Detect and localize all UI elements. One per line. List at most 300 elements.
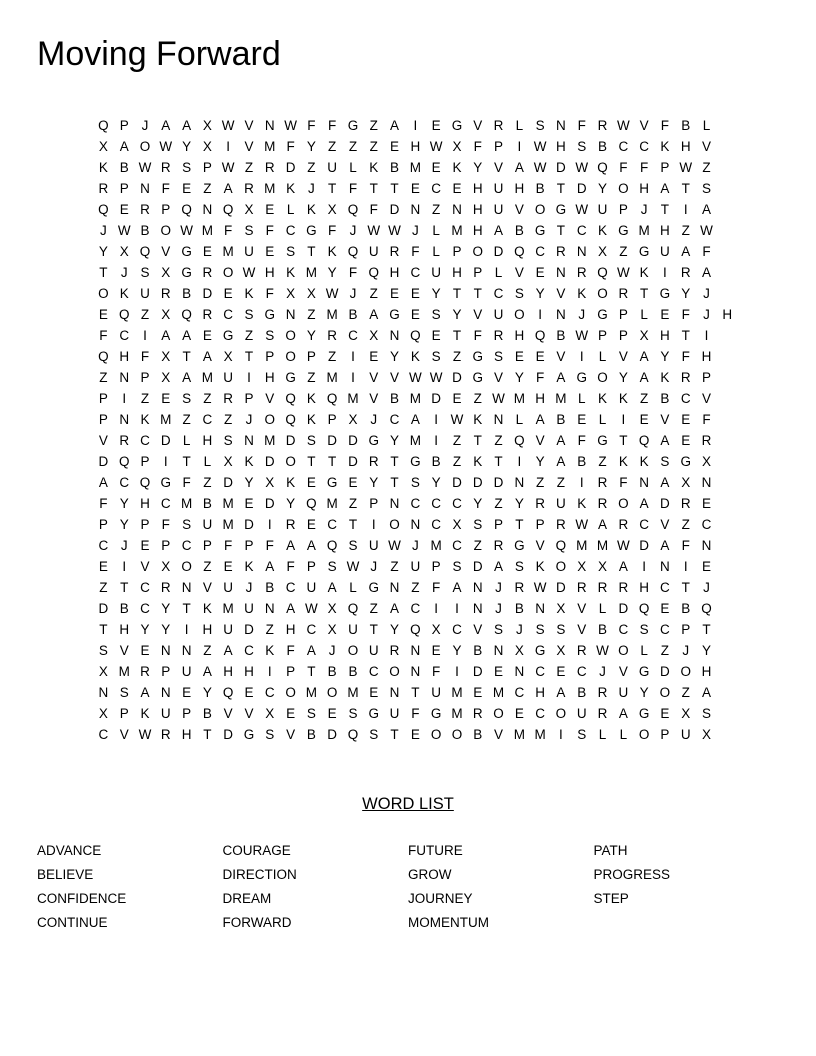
grid-letter: U [181, 664, 192, 679]
grid-letter: J [578, 307, 586, 322]
grid-row [93, 325, 738, 346]
grid-letter: Z [598, 454, 607, 469]
grid-letter: G [410, 454, 421, 469]
word-list-item: PATH [593, 843, 628, 858]
grid-letter: V [556, 286, 566, 301]
grid-letter: S [182, 391, 192, 406]
grid-letter: V [660, 412, 670, 427]
grid-letter: L [432, 223, 440, 238]
word-list-heading: WORD LIST [362, 795, 454, 813]
letter-grid [93, 115, 738, 745]
grid-letter: X [265, 706, 275, 721]
grid-letter: A [98, 475, 108, 490]
grid-letter: U [597, 202, 608, 217]
grid-letter: D [327, 727, 338, 742]
grid-letter: H [639, 181, 649, 196]
grid-letter: H [701, 664, 712, 679]
grid-letter: Y [639, 685, 649, 700]
grid-letter: G [534, 223, 546, 238]
grid-letter: C [452, 622, 462, 637]
grid-letter: B [473, 727, 483, 742]
grid-letter: K [639, 454, 649, 469]
grid-letter: Q [514, 433, 525, 448]
grid-letter: R [576, 580, 587, 595]
grid-letter: P [140, 454, 150, 469]
grid-letter: H [140, 496, 150, 511]
grid-letter: Q [638, 601, 650, 616]
grid-letter: G [638, 706, 650, 721]
grid-letter: R [160, 286, 171, 301]
grid-letter: C [244, 643, 254, 658]
grid-letter: T [99, 265, 108, 280]
grid-letter: R [597, 706, 608, 721]
grid-letter: V [244, 139, 254, 154]
grid-letter: K [306, 202, 316, 217]
grid-row [93, 157, 738, 178]
page-title: Moving Forward [37, 35, 281, 73]
grid-letter: W [284, 118, 297, 133]
grid-letter: E [161, 391, 171, 406]
grid-letter: X [681, 706, 691, 721]
grid-letter: Y [390, 349, 400, 364]
grid-letter: S [182, 160, 192, 175]
grid-letter: E [431, 118, 441, 133]
grid-letter: D [348, 454, 358, 469]
grid-letter: Z [369, 601, 378, 616]
grid-letter: X [223, 454, 233, 469]
grid-letter: R [701, 433, 712, 448]
grid-letter: O [514, 307, 525, 322]
grid-letter: Y [286, 496, 296, 511]
grid-letter: E [535, 349, 545, 364]
grid-letter: F [660, 118, 670, 133]
grid-letter: V [556, 349, 566, 364]
grid-letter: J [495, 601, 502, 616]
grid-letter: T [390, 454, 399, 469]
grid-letter: X [161, 265, 171, 280]
grid-letter: E [410, 727, 420, 742]
grid-letter: D [472, 664, 483, 679]
grid-row [93, 346, 738, 367]
grid-letter: Y [473, 496, 483, 511]
grid-letter: L [494, 265, 503, 280]
grid-letter: E [702, 496, 712, 511]
grid-letter: M [451, 685, 463, 700]
grid-letter: B [348, 664, 358, 679]
grid-letter: H [264, 370, 275, 385]
grid-letter: T [182, 454, 191, 469]
grid-letter: A [202, 349, 212, 364]
grid-letter: N [389, 496, 400, 511]
grid-letter: K [286, 181, 296, 196]
grid-letter: A [639, 496, 649, 511]
grid-letter: Z [681, 223, 690, 238]
grid-letter: T [307, 664, 316, 679]
grid-letter: E [452, 391, 462, 406]
grid-letter: C [701, 517, 712, 532]
grid-letter: I [455, 601, 459, 616]
grid-letter: I [434, 412, 439, 427]
grid-letter: Y [98, 244, 108, 259]
grid-letter: H [535, 391, 545, 406]
grid-letter: Y [702, 643, 712, 658]
grid-letter: M [160, 412, 172, 427]
grid-letter: K [473, 454, 483, 469]
grid-letter: B [598, 622, 608, 637]
grid-letter: F [411, 244, 420, 259]
grid-letter: Z [494, 433, 503, 448]
grid-letter: M [305, 265, 317, 280]
grid-letter: Z [307, 307, 316, 322]
grid-letter: J [100, 223, 107, 238]
word-list-item: DREAM [222, 891, 272, 906]
grid-letter: E [182, 181, 192, 196]
grid-letter: S [431, 349, 441, 364]
grid-letter: U [618, 685, 629, 700]
grid-letter: X [98, 139, 108, 154]
grid-letter: A [702, 685, 712, 700]
grid-letter: U [244, 601, 254, 616]
grid-letter: Z [140, 307, 150, 322]
grid-letter: B [390, 391, 400, 406]
grid-letter: V [494, 727, 504, 742]
grid-letter: Y [618, 370, 628, 385]
grid-row [93, 409, 738, 430]
grid-letter: G [618, 223, 629, 238]
grid-letter: Q [597, 160, 608, 175]
grid-letter: A [452, 580, 462, 595]
grid-letter: J [120, 538, 128, 553]
grid-letter: Y [306, 139, 316, 154]
grid-letter: T [681, 580, 690, 595]
grid-letter: Q [326, 391, 338, 406]
grid-letter: H [722, 307, 733, 322]
grid-letter: P [618, 202, 628, 217]
grid-letter: N [202, 202, 213, 217]
grid-letter: U [140, 286, 150, 301]
grid-letter: G [597, 307, 608, 322]
grid-letter: X [431, 622, 441, 637]
grid-row [93, 535, 738, 556]
word-list-item: FORWARD [222, 915, 292, 930]
grid-letter: H [119, 349, 130, 364]
grid-letter: H [202, 622, 213, 637]
grid-letter: W [575, 517, 589, 532]
grid-letter: N [389, 685, 400, 700]
grid-letter: S [702, 181, 712, 196]
grid-letter: Y [369, 475, 379, 490]
grid-letter: Q [285, 412, 296, 427]
grid-letter: Z [681, 517, 690, 532]
grid-letter: Q [368, 265, 380, 280]
grid-letter: P [660, 160, 670, 175]
grid-letter: U [368, 538, 379, 553]
grid-letter: K [244, 559, 254, 574]
grid-letter: S [265, 727, 275, 742]
grid-letter: M [326, 307, 338, 322]
grid-letter: W [616, 265, 630, 280]
grid-letter: E [369, 349, 379, 364]
grid-row [93, 556, 738, 577]
grid-letter: W [388, 223, 401, 238]
grid-letter: X [452, 517, 462, 532]
grid-row [93, 220, 738, 241]
grid-letter: G [638, 664, 650, 679]
grid-letter: T [473, 286, 482, 301]
grid-letter: F [286, 139, 295, 154]
grid-letter: M [347, 685, 359, 700]
grid-letter: C [535, 706, 545, 721]
grid-letter: P [119, 181, 129, 196]
grid-letter: E [514, 706, 524, 721]
grid-letter: Q [98, 118, 109, 133]
grid-letter: C [327, 517, 338, 532]
grid-letter: E [327, 706, 337, 721]
grid-letter: P [369, 496, 379, 511]
grid-letter: Q [306, 496, 317, 511]
grid-letter: U [160, 706, 171, 721]
grid-letter: M [451, 706, 463, 721]
grid-letter: A [702, 265, 712, 280]
grid-letter: C [514, 685, 525, 700]
grid-letter: T [369, 622, 378, 637]
grid-letter: E [639, 412, 649, 427]
grid-letter: E [244, 496, 254, 511]
grid-letter: L [349, 580, 357, 595]
grid-letter: B [556, 328, 566, 343]
grid-letter: N [181, 580, 192, 595]
grid-letter: Y [119, 517, 129, 532]
grid-letter: W [450, 412, 464, 427]
grid-letter: R [202, 307, 213, 322]
grid-letter: E [431, 643, 441, 658]
grid-letter: X [556, 643, 566, 658]
grid-letter: I [267, 517, 272, 532]
grid-letter: F [265, 223, 274, 238]
grid-letter: Z [639, 391, 649, 406]
grid-letter: C [119, 475, 130, 490]
word-list-item: STEP [593, 891, 629, 906]
grid-letter: M [513, 391, 525, 406]
grid-letter: R [389, 643, 400, 658]
grid-letter: N [410, 202, 421, 217]
grid-letter: I [267, 664, 272, 679]
grid-letter: V [618, 664, 628, 679]
grid-letter: A [182, 370, 192, 385]
grid-letter: D [452, 370, 462, 385]
grid-letter: M [555, 391, 567, 406]
grid-letter: T [390, 475, 399, 490]
grid-letter: G [680, 454, 691, 469]
grid-letter: C [576, 664, 587, 679]
grid-letter: F [224, 223, 233, 238]
grid-letter: B [681, 118, 691, 133]
grid-letter: G [430, 706, 442, 721]
grid-letter: T [473, 433, 482, 448]
grid-letter: C [119, 328, 130, 343]
grid-letter: S [494, 622, 504, 637]
grid-letter: T [328, 181, 337, 196]
grid-letter: D [285, 433, 296, 448]
grid-letter: P [618, 307, 628, 322]
grid-letter: A [618, 706, 628, 721]
grid-letter: Y [182, 139, 192, 154]
grid-letter: O [430, 727, 442, 742]
grid-letter: T [390, 727, 399, 742]
grid-row [93, 619, 738, 640]
grid-letter: N [410, 664, 421, 679]
grid-letter: X [119, 244, 129, 259]
grid-letter: I [663, 265, 667, 280]
grid-letter: I [143, 328, 147, 343]
grid-letter: Z [494, 496, 503, 511]
grid-letter: M [347, 391, 359, 406]
grid-letter: M [222, 244, 234, 259]
grid-letter: P [598, 328, 608, 343]
grid-letter: W [492, 391, 505, 406]
grid-letter: U [493, 202, 504, 217]
grid-letter: H [472, 202, 483, 217]
grid-letter: O [618, 181, 629, 196]
grid-letter: L [349, 160, 357, 175]
grid-letter: K [618, 391, 628, 406]
grid-letter: B [306, 727, 316, 742]
grid-letter: K [577, 286, 587, 301]
grid-letter: R [327, 328, 338, 343]
grid-letter: Q [347, 727, 359, 742]
grid-letter: L [286, 202, 295, 217]
grid-letter: P [161, 664, 171, 679]
grid-letter: E [431, 328, 441, 343]
grid-letter: F [432, 580, 441, 595]
grid-letter: O [389, 517, 400, 532]
grid-letter: X [161, 349, 171, 364]
grid-row [93, 199, 738, 220]
grid-letter: W [117, 223, 131, 238]
grid-letter: G [181, 265, 192, 280]
grid-letter: I [683, 202, 688, 217]
grid-letter: D [285, 160, 296, 175]
grid-letter: Z [182, 412, 191, 427]
grid-letter: Q [98, 349, 109, 364]
grid-letter: S [577, 727, 587, 742]
grid-row [93, 472, 738, 493]
grid-letter: E [202, 328, 212, 343]
grid-letter: J [141, 118, 149, 133]
grid-letter: D [556, 580, 566, 595]
grid-letter: D [160, 433, 171, 448]
grid-letter: R [680, 496, 691, 511]
grid-letter: Y [140, 622, 150, 637]
grid-letter: W [429, 139, 443, 154]
grid-letter: H [202, 433, 213, 448]
grid-letter: W [408, 370, 422, 385]
grid-letter: P [286, 664, 296, 679]
grid-letter: Q [597, 265, 608, 280]
grid-letter: S [535, 118, 545, 133]
grid-letter: U [244, 244, 254, 259]
grid-letter: P [140, 517, 150, 532]
grid-letter: B [535, 181, 545, 196]
grid-letter: A [182, 328, 192, 343]
grid-letter: T [452, 328, 462, 343]
grid-letter: A [660, 538, 670, 553]
grid-letter: K [244, 454, 254, 469]
grid-letter: Z [203, 475, 212, 490]
grid-letter: F [681, 349, 690, 364]
grid-letter: X [161, 307, 171, 322]
grid-letter: P [494, 517, 504, 532]
grid-letter: W [138, 727, 152, 742]
grid-letter: Y [452, 307, 462, 322]
grid-letter: X [286, 286, 296, 301]
grid-letter: J [703, 580, 710, 595]
grid-letter: H [244, 664, 254, 679]
grid-row [93, 661, 738, 682]
grid-letter: U [389, 706, 400, 721]
grid-letter: W [575, 328, 589, 343]
grid-row [93, 304, 738, 325]
grid-letter: P [660, 727, 670, 742]
grid-letter: B [140, 223, 150, 238]
grid-letter: A [514, 160, 524, 175]
grid-letter: O [555, 706, 567, 721]
grid-letter: M [409, 433, 421, 448]
grid-letter: I [683, 559, 688, 574]
grid-letter: V [369, 391, 379, 406]
grid-letter: P [327, 412, 337, 427]
grid-letter: R [119, 433, 130, 448]
grid-letter: K [140, 706, 150, 721]
grid-letter: V [286, 727, 296, 742]
grid-letter: E [660, 307, 670, 322]
grid-letter: W [159, 139, 173, 154]
grid-letter: X [702, 454, 712, 469]
grid-letter: A [202, 664, 212, 679]
grid-letter: D [452, 475, 462, 490]
grid-letter: X [598, 559, 608, 574]
grid-letter: O [285, 349, 296, 364]
word-list [37, 842, 797, 938]
word-list-item: CONFIDENCE [37, 891, 127, 906]
grid-row [93, 430, 738, 451]
grid-letter: X [161, 370, 171, 385]
grid-letter: Q [347, 244, 359, 259]
grid-letter: R [285, 517, 296, 532]
grid-letter: K [327, 244, 337, 259]
grid-letter: D [264, 496, 275, 511]
grid-letter: Q [347, 202, 359, 217]
grid-letter: I [163, 454, 168, 469]
grid-letter: J [703, 286, 710, 301]
grid-letter: F [286, 643, 295, 658]
grid-letter: D [660, 664, 670, 679]
grid-letter: J [370, 559, 378, 574]
grid-letter: N [701, 538, 712, 553]
grid-letter: T [681, 181, 690, 196]
grid-row [93, 136, 738, 157]
grid-letter: C [140, 601, 150, 616]
grid-letter: Q [181, 307, 192, 322]
grid-letter: K [660, 370, 670, 385]
grid-letter: Q [410, 328, 421, 343]
grid-letter: N [472, 601, 483, 616]
grid-letter: H [472, 223, 483, 238]
grid-letter: U [368, 643, 379, 658]
grid-letter: H [389, 265, 400, 280]
grid-letter: M [409, 391, 421, 406]
grid-letter: B [390, 160, 400, 175]
